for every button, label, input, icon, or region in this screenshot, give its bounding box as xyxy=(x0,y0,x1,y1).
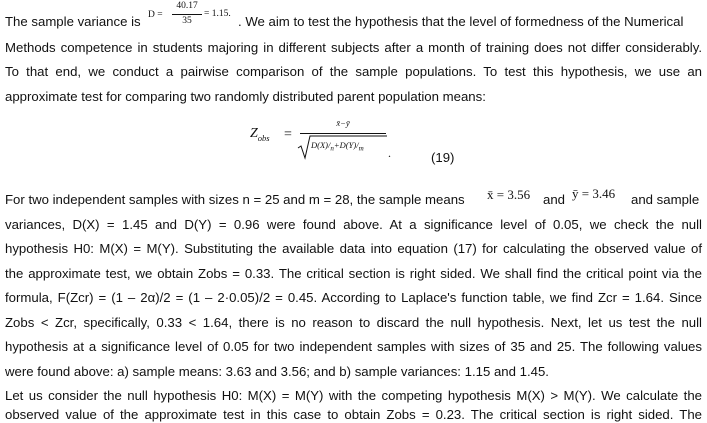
p2-line1-pre: For two independent samples with sizes n = 25 and m = 28, the sample means xyxy=(5,192,465,207)
p2-line1 xyxy=(5,186,702,208)
p2-line3: hypothesis H0: M(X) = M(Y). Substituting the available data into equation (17) for calculating the observed value of xyxy=(5,241,702,256)
p3-line2: observed value of the approximate test in this case to obtain Zobs = 0.23. The critical section is right sided. The xyxy=(5,407,702,422)
eq-number: (19) xyxy=(431,150,455,165)
p2-line4: the approximate test, we obtain Zobs = 0.33. The critical section is right sided. We shall find the critical point via the xyxy=(5,266,702,281)
p2-line5: formula, F(Zcr) = (1 – 2α)/2 = (1 – 2·0.05)/2 = 0.45. According to Laplace's function table, we find Zcr = 1.64. Since xyxy=(5,290,702,305)
variance-numerator: 40.17 xyxy=(176,1,198,11)
p2-line8: were found above: a) sample means: 3.63 and 3.56; and b) sample variances: 1.15 and 1.45. xyxy=(5,364,549,379)
variance-fraction-bar xyxy=(172,14,202,15)
p1-line1 xyxy=(5,14,141,30)
eq-equals: = xyxy=(284,127,292,142)
eq-numerator: x̄−ȳ xyxy=(336,118,350,128)
eq-dot: . xyxy=(388,146,391,160)
p2-line7: hypothesis at a significance level of 0.05 for two independent samples with sizes of 35 and 25. The following values xyxy=(5,339,702,354)
p2-line1-post: and sample xyxy=(631,192,700,207)
variance-D-label: D = xyxy=(148,10,163,20)
p1-line2: Methods competence in students majoring in different subjects after a month of training does not differ considerably. xyxy=(5,40,702,55)
p3-line1: Let us consider the null hypothesis H0: M(X) = M(Y) with the competing hypothesis M(X) > M(Y). We calculate the xyxy=(5,388,702,403)
p2-line2: variances, D(X) = 1.45 and D(Y) = 0.96 were found above. At a significance level of 0.05, we check the null xyxy=(5,217,702,232)
variance-result: = 1.15. xyxy=(204,9,231,19)
p2-line6: Zobs < Zcr, specifically, 0.33 < 1.64, there is no reason to discard the null hypothesis. Next, let us test the null xyxy=(5,315,702,330)
p2-and: and xyxy=(543,192,566,207)
p1-line3: To that end, we conduct a pairwise comparison of the sample populations. To test this hypothesis, we use an xyxy=(5,64,702,79)
eq-lhs: $Z_{obs}$ xyxy=(250,126,270,143)
sample-mean-x: x̄ = 3.56 xyxy=(487,187,531,202)
p1-line4: approximate test for comparing two randomly distributed parent population means: xyxy=(5,89,486,104)
p1-lead: The sample variance is xyxy=(5,14,141,29)
eq-denominator: $D(X)/_n+D(Y)/_m$ xyxy=(311,140,364,153)
p1-line1-rest: . We aim to test the hypothesis that the level of formedness of the Numerical xyxy=(238,14,684,29)
sample-mean-y: ȳ = 3.46 xyxy=(572,186,616,201)
variance-denominator: 35 xyxy=(182,16,192,26)
